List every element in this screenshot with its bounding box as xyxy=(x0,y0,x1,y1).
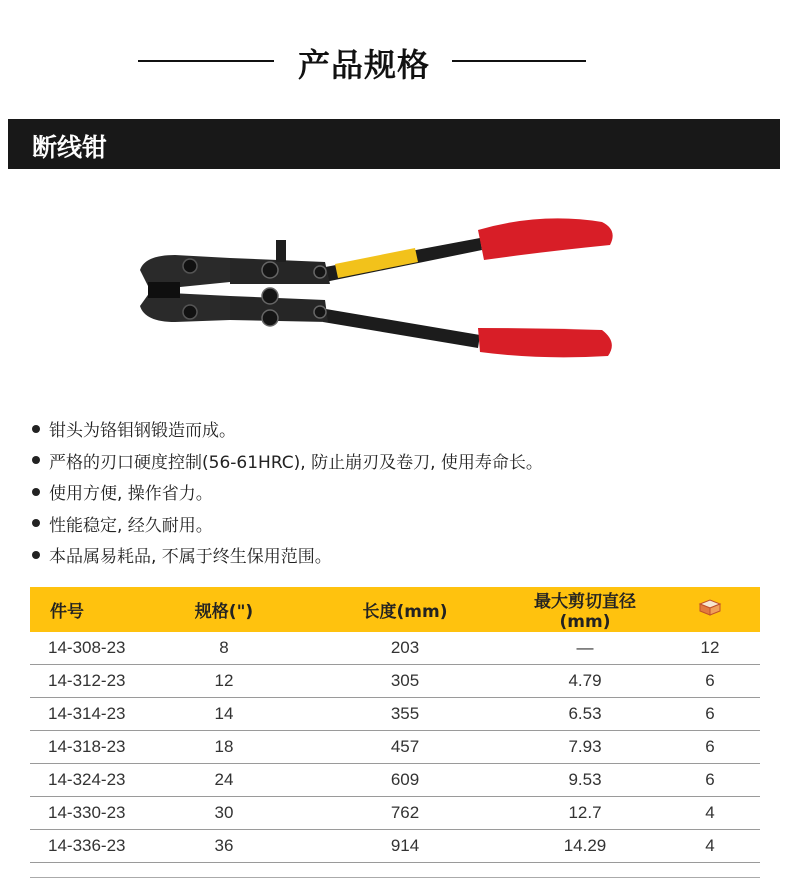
table-row: 14-324-23 24 609 9.53 6 xyxy=(30,764,760,797)
col-max-cut-diameter: 最大剪切直径(mm) xyxy=(510,587,660,632)
table-row: 14-308-23 8 203 — 12 xyxy=(30,632,760,665)
feature-item: 性能稳定, 经久耐用。 xyxy=(30,508,770,540)
bolt-cutter-image xyxy=(120,200,640,385)
col-length: 长度(mm) xyxy=(300,587,510,632)
spec-title-row xyxy=(0,38,790,82)
feature-item: 钳头为铬钼钢锻造而成。 xyxy=(30,413,770,445)
feature-item: 严格的刃口硬度控制(56-61HRC), 防止崩刃及卷刀, 使用寿命长。 xyxy=(30,445,770,477)
col-package-qty xyxy=(660,587,760,632)
bullet-dot xyxy=(32,551,40,559)
table-row: 14-318-23 18 457 7.93 6 xyxy=(30,731,760,764)
table-row: 14-314-23 14 355 6.53 6 xyxy=(30,698,760,731)
bullet-dot xyxy=(32,519,40,527)
col-size: 规格(") xyxy=(148,587,300,632)
table-row: 14-336-23 36 914 14.29 4 xyxy=(30,830,760,863)
bullet-dot xyxy=(32,456,40,464)
title-left-rule xyxy=(138,60,274,62)
table-row: 14-330-23 30 762 12.7 4 xyxy=(30,797,760,830)
spec-table xyxy=(30,587,760,863)
table-header-row xyxy=(30,587,760,632)
section-title: 断线钳 xyxy=(32,133,108,162)
feature-list xyxy=(30,413,770,571)
bottom-divider xyxy=(30,877,760,878)
bullet-dot xyxy=(32,488,40,496)
feature-item: 使用方便, 操作省力。 xyxy=(30,476,770,508)
section-header-bar xyxy=(8,119,780,169)
bullet-dot xyxy=(32,425,40,433)
page-title: 产品规格 xyxy=(297,46,430,84)
title-right-rule xyxy=(452,60,586,62)
feature-item: 本品属易耗品, 不属于终生保用范围。 xyxy=(30,539,770,571)
package-box-icon xyxy=(697,597,723,617)
table-row: 14-312-23 12 305 4.79 6 xyxy=(30,665,760,698)
col-part-number: 件号 xyxy=(30,587,148,632)
